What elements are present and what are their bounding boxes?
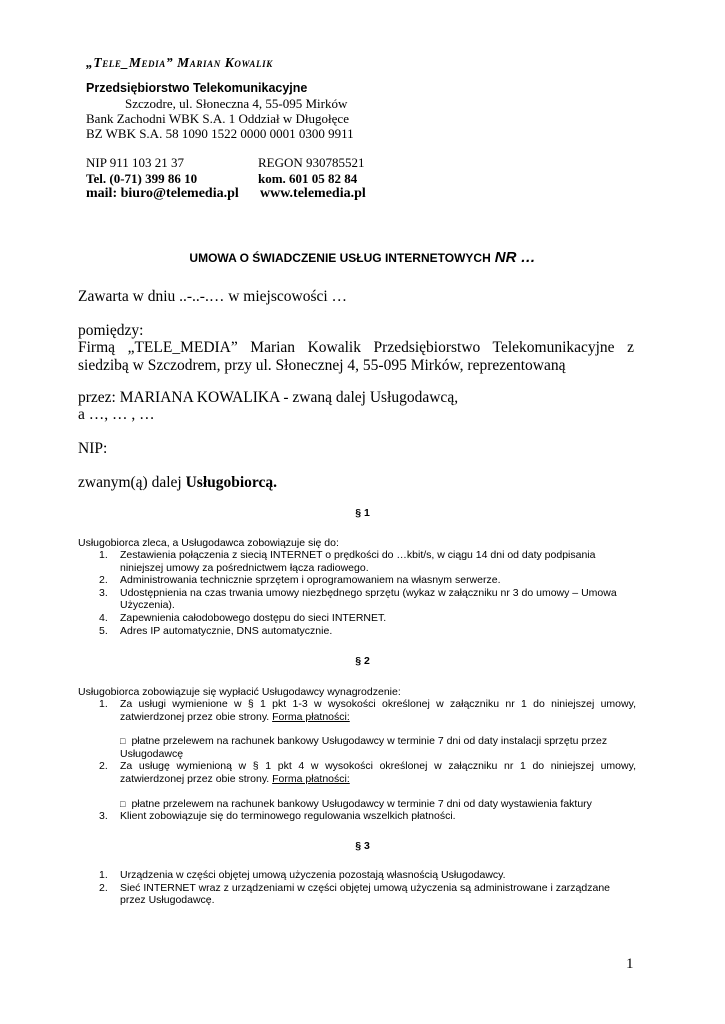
section-2-heading: § 2 bbox=[355, 655, 370, 667]
payment-option-1: □ płatne przelewem na rachunek bankowy Usługodawcy w terminie 7 dni od daty instalacji sprzętu przez Usługodawcę bbox=[120, 735, 608, 760]
company-address: Szczodre, ul. Słoneczna 4, 55-095 Mirków bbox=[125, 96, 348, 111]
client-role-name: Usługobiorcą. bbox=[185, 474, 278, 491]
section-3-list bbox=[78, 869, 636, 907]
contract-date-place: Zawarta w dniu ..-..-.… w miejscowości … bbox=[78, 288, 348, 305]
phone-number: Tel. (0-71) 399 86 10 bbox=[86, 171, 198, 186]
section-1-list bbox=[78, 549, 636, 637]
payment-option-2: □ płatne przelewem na rachunek bankowy Usługodawcy w terminie 7 dni od daty wystawienia faktury bbox=[120, 798, 592, 810]
payment-form-label: Forma płatności: bbox=[272, 710, 350, 723]
section-1-heading: § 1 bbox=[355, 507, 370, 519]
nip-number: NIP 911 103 21 37 bbox=[86, 155, 184, 170]
list-item: 2. Sieć INTERNET wraz z urządzeniami w części objętej umową użyczenia są administrowane i zarządzane przez Usługodawcę. bbox=[99, 881, 611, 907]
represented-by: przez: MARIANA KOWALIKA - zwaną dalej Usługodawcą, bbox=[78, 389, 459, 406]
email-address: mail: biuro@telemedia.pl bbox=[86, 186, 239, 201]
section-3-heading: § 3 bbox=[355, 840, 370, 852]
client-placeholder: a …, … , … bbox=[78, 406, 155, 423]
list-item: 3. Udostępnienia na czas trwania umowy niezbędnego sprzętu (wykaz w załączniku nr 3 do umowy – Umowa Użyczenia). bbox=[99, 586, 617, 612]
section-2-item-3: 3. Klient zobowiązuje się do terminowego regulowania wszelkich płatności. bbox=[99, 810, 456, 822]
list-item: 1. Urządzenia w części objętej umową użyczenia pozostają własnością Usługodawcy. bbox=[99, 869, 506, 881]
payment-form-label: Forma płatności: bbox=[272, 772, 350, 785]
document-title bbox=[0, 249, 725, 266]
title-text: UMOWA O ŚWIADCZENIE USŁUG INTERNETOWYCH bbox=[189, 251, 491, 265]
brand-name: „Tele_Media” Marian Kowalik bbox=[86, 55, 273, 70]
list-item: 1. Zestawienia połączenia z siecią INTERNET o prędkości do …kbit/s, w ciągu 14 dni od daty podpisania niniejszej umowy za pośrednictwem łącza radiowego. bbox=[99, 549, 596, 574]
website-address: www.telemedia.pl bbox=[260, 186, 366, 201]
regon-number: REGON 930785521 bbox=[258, 155, 365, 170]
client-nip-label: NIP: bbox=[78, 440, 108, 457]
bank-line-1: Bank Zachodni WBK S.A. 1 Oddział w Długołęce bbox=[86, 111, 349, 126]
company-name: Przedsiębiorstwo Telekomunikacyjne bbox=[86, 81, 308, 95]
page-number: 1 bbox=[626, 956, 634, 972]
section-2-item-1: 1. Za usługi wymienione w § 1 pkt 1-3 w wysokości określonej w załączniku nr 1 do niniejszej umowy, zatwierdzonej przez obie strony. Forma płatności: bbox=[99, 698, 636, 723]
section-2-lead: Usługobiorca zobowiązuje się wypłacić Usługodawcy wynagrodzenie: bbox=[78, 686, 401, 698]
section-1-lead: Usługobiorca zleca, a Usługodawca zobowiązuje się do: bbox=[78, 537, 339, 549]
checkbox-icon: □ bbox=[120, 736, 126, 746]
checkbox-icon: □ bbox=[120, 799, 126, 809]
between-label: pomiędzy: bbox=[78, 322, 144, 339]
bank-line-2: BZ WBK S.A. 58 1090 1522 0000 0001 0300 9911 bbox=[86, 126, 354, 141]
title-number: NR … bbox=[494, 249, 536, 266]
list-item: 2. Administrowania technicznie sprzętem i oprogramowaniem na własnym serwerze. bbox=[99, 574, 501, 587]
provider-description: Firmą „TELE_MEDIA” Marian Kowalik Przedsiębiorstwo Telekomunikacyjne z siedzibą w Szczodrem, przy ul. Słonecznej 4, 55-095 Mirków, reprezentowaną bbox=[78, 339, 634, 374]
client-role bbox=[78, 474, 277, 492]
section-2-item-2: 2. Za usługę wymienioną w § 1 pkt 4 w wysokości określonej w załączniku nr 1 do niniejszej umowy, zatwierdzonej przez obie strony. Forma płatności: bbox=[99, 760, 636, 785]
mobile-number: kom. 601 05 82 84 bbox=[258, 171, 358, 186]
client-role-prefix: zwanym(ą) dalej bbox=[78, 474, 182, 491]
list-item: 4. Zapewnienia całodobowego dostępu do sieci INTERNET. bbox=[99, 611, 387, 624]
list-item: 5. Adres IP automatycznie, DNS automatycznie. bbox=[99, 624, 333, 637]
